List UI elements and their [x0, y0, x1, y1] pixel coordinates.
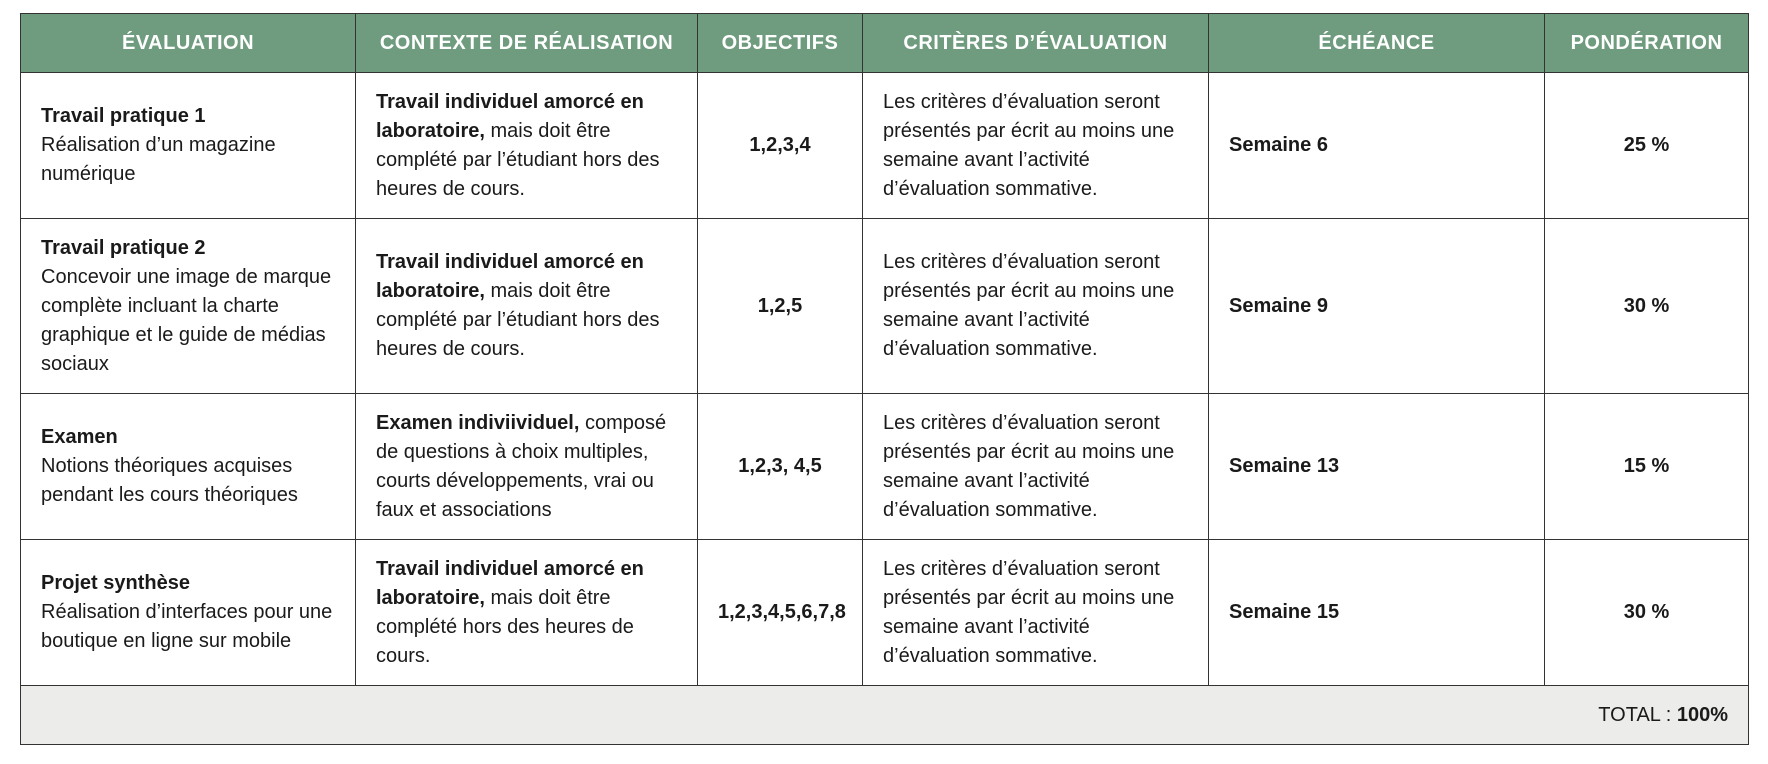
context-cell — [356, 394, 698, 540]
objectives-cell: 1,2,3,4 — [698, 73, 863, 219]
evaluation-cell — [21, 219, 356, 394]
evaluation-description: Notions théoriques acquises pendant les cours théoriques — [41, 455, 298, 506]
weight-cell: 30 % — [1545, 540, 1749, 686]
header-deadline: ÉCHÉANCE — [1209, 14, 1545, 73]
header-context: CONTEXTE DE RÉALISATION — [356, 14, 698, 73]
total-row — [21, 686, 1749, 745]
weight-cell: 30 % — [1545, 219, 1749, 394]
context-text: mais doit être complété par l’étudiant hors des heures de cours. — [376, 119, 660, 200]
deadline-cell: Semaine 6 — [1209, 73, 1545, 219]
deadline-cell: Semaine 15 — [1209, 540, 1545, 686]
criteria-cell: Les critères d’évaluation seront présentés par écrit au moins une semaine avant l’activité d’évaluation sommative. — [863, 394, 1209, 540]
context-bold: Examen indiviividuel, — [376, 411, 580, 434]
header-weight: PONDÉRATION — [1545, 14, 1749, 73]
evaluation-table — [20, 13, 1749, 745]
weight-cell: 15 % — [1545, 394, 1749, 540]
context-bold: Travail individuel amorcé en laboratoire, — [376, 251, 644, 302]
evaluation-title: Travail pratique 1 — [41, 105, 206, 127]
context-bold: Travail individuel amorcé en laboratoire, — [376, 557, 644, 609]
weight-cell: 25 % — [1545, 73, 1749, 219]
context-cell — [356, 73, 698, 219]
evaluation-cell — [21, 73, 356, 219]
context-text: mais doit être complété hors des heures de cours. — [376, 586, 634, 667]
objectives-cell: 1,2,3,4,5,6,7,8 — [698, 540, 863, 686]
table-header-row — [21, 14, 1749, 73]
header-evaluation: ÉVALUATION — [21, 14, 356, 73]
total-label: TOTAL : — [1598, 703, 1677, 726]
table-row — [21, 219, 1749, 394]
evaluation-cell — [21, 540, 356, 686]
header-objectives: OBJECTIFS — [698, 14, 863, 73]
evaluation-description: Concevoir une image de marque complète incluant la charte graphique et le guide de médias sociaux — [41, 265, 332, 375]
context-cell — [356, 219, 698, 394]
table-row — [21, 394, 1749, 540]
deadline-cell: Semaine 9 — [1209, 219, 1545, 394]
criteria-cell: Les critères d’évaluation seront présentés par écrit au moins une semaine avant l’activité d’évaluation sommative. — [863, 219, 1209, 394]
header-criteria: CRITÈRES D’ÉVALUATION — [863, 14, 1209, 73]
evaluation-title: Projet synthèse — [41, 572, 190, 594]
table-row — [21, 73, 1749, 219]
evaluation-title: Examen — [41, 426, 118, 448]
evaluation-description: Réalisation d’interfaces pour une boutique en ligne sur mobile — [41, 601, 333, 652]
evaluation-title: Travail pratique 2 — [41, 236, 206, 259]
objectives-cell: 1,2,3, 4,5 — [698, 394, 863, 540]
criteria-cell: Les critères d’évaluation seront présentés par écrit au moins une semaine avant l’activité d’évaluation sommative. — [863, 540, 1209, 686]
evaluation-description: Réalisation d’un magazine numérique — [41, 134, 276, 185]
evaluation-cell — [21, 394, 356, 540]
criteria-cell: Les critères d’évaluation seront présentés par écrit au moins une semaine avant l’activité d’évaluation sommative. — [863, 73, 1209, 219]
objectives-cell: 1,2,5 — [698, 219, 863, 394]
context-text: mais doit être complété par l’étudiant hors des heures de cours. — [376, 280, 660, 360]
total-cell — [21, 686, 1749, 745]
deadline-cell: Semaine 13 — [1209, 394, 1545, 540]
context-bold: Travail individuel amorcé en laboratoire, — [376, 90, 644, 142]
table-row — [21, 540, 1749, 686]
context-cell — [356, 540, 698, 686]
context-text: composé de questions à choix multiples, courts développements, vrai ou faux et associations — [376, 411, 667, 521]
total-value: 100% — [1676, 703, 1728, 726]
